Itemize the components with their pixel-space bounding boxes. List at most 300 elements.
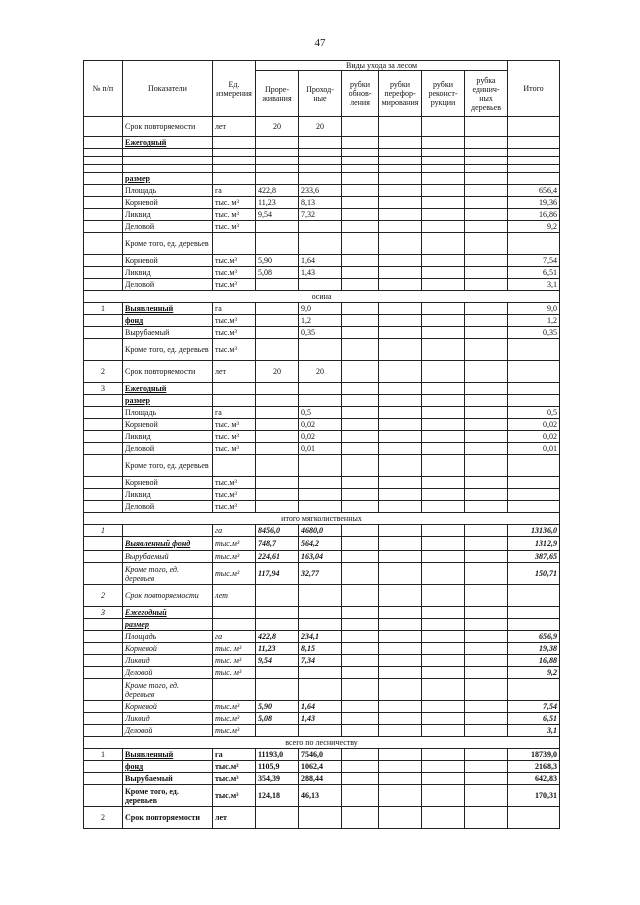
empty-cell — [299, 149, 342, 157]
empty-cell — [299, 165, 342, 173]
section-title: всего по лесничеству — [84, 737, 560, 749]
table-row — [84, 173, 560, 185]
value-reconstruction — [422, 137, 465, 149]
empty-cell — [84, 149, 123, 157]
value-passing: 8,13 — [299, 197, 342, 209]
value-total: 3,1 — [508, 725, 560, 737]
section-title: осина — [84, 291, 560, 303]
value-thinning: 422,8 — [256, 185, 299, 197]
value-reconstruction — [422, 537, 465, 551]
row-label-text: Площадь — [125, 632, 157, 641]
value-passing: 1,2 — [299, 315, 342, 327]
table-row — [84, 395, 560, 407]
value-single-trees — [465, 303, 508, 315]
table-row — [84, 525, 560, 537]
row-unit: лет — [213, 117, 256, 137]
row-label — [123, 267, 213, 279]
table-row — [84, 537, 560, 551]
row-label-text: фонд — [125, 316, 144, 325]
value-total: 656,4 — [508, 185, 560, 197]
row-number — [84, 419, 123, 431]
row-number — [84, 443, 123, 455]
row-number — [84, 537, 123, 551]
row-unit: тыс.м³ — [213, 315, 256, 327]
value-reconstruction — [422, 443, 465, 455]
header-total: Итого — [508, 61, 560, 117]
row-unit: тыс.м³ — [213, 267, 256, 279]
row-label — [123, 221, 213, 233]
table-row — [84, 431, 560, 443]
value-passing: 0,01 — [299, 443, 342, 455]
value-single-trees — [465, 537, 508, 551]
value-reformation — [379, 631, 422, 643]
value-reformation — [379, 667, 422, 679]
value-reformation — [379, 807, 422, 829]
value-reformation — [379, 455, 422, 477]
value-total: 18739,0 — [508, 749, 560, 761]
row-unit — [213, 233, 256, 255]
value-total: 19,38 — [508, 643, 560, 655]
value-single-trees — [465, 525, 508, 537]
value-reconstruction — [422, 585, 465, 607]
row-number — [84, 785, 123, 807]
row-number — [84, 679, 123, 701]
row-unit: га — [213, 525, 256, 537]
value-renewal — [342, 267, 379, 279]
table-row — [84, 197, 560, 209]
value-reformation — [379, 643, 422, 655]
value-reformation — [379, 209, 422, 221]
table-row — [84, 607, 560, 619]
value-thinning — [256, 477, 299, 489]
row-unit: лет — [213, 807, 256, 829]
value-renewal — [342, 551, 379, 563]
value-passing: 20 — [299, 117, 342, 137]
value-passing — [299, 233, 342, 255]
empty-cell — [379, 157, 422, 165]
value-passing: 0,02 — [299, 419, 342, 431]
value-total — [508, 173, 560, 185]
value-reformation — [379, 361, 422, 383]
value-reformation — [379, 563, 422, 585]
row-number — [84, 563, 123, 585]
value-reformation — [379, 137, 422, 149]
table-row — [84, 619, 560, 631]
row-unit: тыс.м³ — [213, 761, 256, 773]
value-single-trees — [465, 585, 508, 607]
value-reformation — [379, 585, 422, 607]
table-row — [84, 455, 560, 477]
row-label — [123, 585, 213, 607]
empty-cell — [123, 165, 213, 173]
value-thinning: 422,8 — [256, 631, 299, 643]
value-renewal — [342, 185, 379, 197]
value-total: 13136,0 — [508, 525, 560, 537]
row-label — [123, 701, 213, 713]
section-title: итого мягколиственных — [84, 513, 560, 525]
row-unit: тыс. м³ — [213, 643, 256, 655]
row-label-text: Ликвид — [125, 490, 151, 499]
table-row — [84, 303, 560, 315]
table-row — [84, 279, 560, 291]
section-row — [84, 291, 560, 303]
empty-cell — [213, 149, 256, 157]
value-thinning: 11,23 — [256, 197, 299, 209]
value-passing — [299, 807, 342, 829]
value-reconstruction — [422, 701, 465, 713]
value-reformation — [379, 701, 422, 713]
value-reconstruction — [422, 279, 465, 291]
row-unit: тыс.м³ — [213, 563, 256, 585]
row-unit: тыс. м³ — [213, 431, 256, 443]
value-single-trees — [465, 221, 508, 233]
row-unit: га — [213, 303, 256, 315]
empty-cell — [213, 165, 256, 173]
value-renewal — [342, 643, 379, 655]
header-col-thinning: Проре-живания — [256, 71, 299, 117]
table-row — [84, 807, 560, 829]
value-thinning — [256, 679, 299, 701]
empty-cell — [422, 165, 465, 173]
value-reformation — [379, 551, 422, 563]
value-thinning — [256, 303, 299, 315]
row-number: 1 — [84, 303, 123, 315]
value-renewal — [342, 361, 379, 383]
row-unit: лет — [213, 361, 256, 383]
row-number: 1 — [84, 749, 123, 761]
value-passing — [299, 619, 342, 631]
value-reconstruction — [422, 551, 465, 563]
table-row — [84, 551, 560, 563]
value-reconstruction — [422, 749, 465, 761]
value-total: 0,02 — [508, 419, 560, 431]
row-label — [123, 607, 213, 619]
row-label-text: Выявленный — [125, 304, 174, 313]
table-row — [84, 477, 560, 489]
row-label-text: Кроме того, ед. деревьев — [125, 239, 209, 248]
row-unit — [213, 173, 256, 185]
value-total — [508, 455, 560, 477]
row-label-text: Кроме того, ед. деревьев — [125, 786, 179, 805]
value-passing: 46,13 — [299, 785, 342, 807]
value-reconstruction — [422, 221, 465, 233]
value-passing — [299, 501, 342, 513]
value-single-trees — [465, 563, 508, 585]
value-passing — [299, 279, 342, 291]
value-single-trees — [465, 267, 508, 279]
value-reformation — [379, 185, 422, 197]
table-row — [84, 643, 560, 655]
empty-cell — [256, 165, 299, 173]
value-reconstruction — [422, 267, 465, 279]
row-label — [123, 173, 213, 185]
value-total: 0,02 — [508, 431, 560, 443]
empty-cell — [84, 157, 123, 165]
row-label-text: Площадь — [125, 186, 157, 195]
row-unit — [213, 679, 256, 701]
value-total — [508, 117, 560, 137]
value-renewal — [342, 679, 379, 701]
empty-cell — [256, 149, 299, 157]
value-renewal — [342, 137, 379, 149]
row-label-text: Деловой — [125, 222, 155, 231]
value-total: 0,5 — [508, 407, 560, 419]
value-thinning — [256, 455, 299, 477]
value-passing: 8,15 — [299, 643, 342, 655]
row-label-text: Кроме того, ед. деревьев — [125, 680, 179, 699]
value-reconstruction — [422, 679, 465, 701]
row-number — [84, 773, 123, 785]
value-reformation — [379, 525, 422, 537]
empty-cell — [256, 157, 299, 165]
value-renewal — [342, 315, 379, 327]
value-passing: 234,1 — [299, 631, 342, 643]
empty-cell — [342, 149, 379, 157]
value-passing — [299, 221, 342, 233]
row-label — [123, 383, 213, 395]
value-thinning — [256, 327, 299, 339]
row-label-text: Корневой — [125, 478, 158, 487]
value-thinning — [256, 173, 299, 185]
value-renewal — [342, 501, 379, 513]
header-col-passing: Проход-ные — [299, 71, 342, 117]
value-reconstruction — [422, 419, 465, 431]
row-number — [84, 197, 123, 209]
row-number — [84, 395, 123, 407]
value-reformation — [379, 327, 422, 339]
table-row — [84, 667, 560, 679]
value-thinning — [256, 607, 299, 619]
value-single-trees — [465, 761, 508, 773]
value-reconstruction — [422, 761, 465, 773]
value-reconstruction — [422, 407, 465, 419]
value-total: 6,51 — [508, 267, 560, 279]
row-number — [84, 221, 123, 233]
value-renewal — [342, 701, 379, 713]
value-reformation — [379, 749, 422, 761]
row-label — [123, 407, 213, 419]
section-row — [84, 737, 560, 749]
value-thinning: 8456,0 — [256, 525, 299, 537]
row-label — [123, 785, 213, 807]
row-label-text: Выявленный фонд — [125, 539, 191, 548]
row-number — [84, 185, 123, 197]
row-label-text: Корневой — [125, 198, 158, 207]
value-total: 642,83 — [508, 773, 560, 785]
value-total: 1,2 — [508, 315, 560, 327]
value-total — [508, 361, 560, 383]
row-label-text: Срок повторяемости — [125, 367, 196, 376]
value-single-trees — [465, 185, 508, 197]
row-unit: тыс. м³ — [213, 197, 256, 209]
value-total: 19,36 — [508, 197, 560, 209]
header-col-reconstruction: рубки реконст-рукции — [422, 71, 465, 117]
value-reconstruction — [422, 197, 465, 209]
row-unit: га — [213, 749, 256, 761]
value-reconstruction — [422, 233, 465, 255]
row-label-text: Выявленный — [125, 750, 174, 759]
value-thinning — [256, 807, 299, 829]
value-single-trees — [465, 807, 508, 829]
value-total — [508, 233, 560, 255]
row-label-text: Кроме того, ед. деревьев — [125, 345, 209, 354]
value-renewal — [342, 607, 379, 619]
value-thinning — [256, 667, 299, 679]
row-label-text: Кроме того, ед. деревьев — [125, 564, 179, 583]
value-thinning: 1105,9 — [256, 761, 299, 773]
row-unit — [213, 383, 256, 395]
value-thinning: 354,39 — [256, 773, 299, 785]
value-reconstruction — [422, 431, 465, 443]
row-label-text: Деловой — [125, 444, 155, 453]
row-unit: тыс.м³ — [213, 713, 256, 725]
row-number — [84, 551, 123, 563]
value-renewal — [342, 785, 379, 807]
value-thinning: 5,08 — [256, 713, 299, 725]
table-row — [84, 773, 560, 785]
value-total: 6,51 — [508, 713, 560, 725]
value-passing: 0,02 — [299, 431, 342, 443]
row-label — [123, 137, 213, 149]
row-label — [123, 327, 213, 339]
value-renewal — [342, 525, 379, 537]
row-label-text: Площадь — [125, 408, 157, 417]
value-single-trees — [465, 255, 508, 267]
value-single-trees — [465, 607, 508, 619]
row-label — [123, 315, 213, 327]
row-label — [123, 619, 213, 631]
value-reformation — [379, 725, 422, 737]
value-renewal — [342, 713, 379, 725]
value-total — [508, 679, 560, 701]
value-single-trees — [465, 209, 508, 221]
row-label — [123, 419, 213, 431]
value-single-trees — [465, 233, 508, 255]
value-reconstruction — [422, 713, 465, 725]
row-number — [84, 339, 123, 361]
row-number — [84, 267, 123, 279]
value-renewal — [342, 209, 379, 221]
value-reformation — [379, 477, 422, 489]
value-thinning: 11193,0 — [256, 749, 299, 761]
value-reconstruction — [422, 489, 465, 501]
page-number: 47 — [314, 37, 326, 49]
table-row — [84, 785, 560, 807]
value-reconstruction — [422, 667, 465, 679]
value-total: 1312,9 — [508, 537, 560, 551]
value-thinning — [256, 407, 299, 419]
value-renewal — [342, 667, 379, 679]
value-total — [508, 585, 560, 607]
value-single-trees — [465, 773, 508, 785]
header-num: № п/п — [84, 61, 123, 117]
value-total: 170,31 — [508, 785, 560, 807]
value-reconstruction — [422, 361, 465, 383]
value-total: 9,0 — [508, 303, 560, 315]
value-reconstruction — [422, 209, 465, 221]
row-label-text: Корневой — [125, 420, 158, 429]
table-row — [84, 165, 560, 173]
value-passing — [299, 607, 342, 619]
value-renewal — [342, 395, 379, 407]
table-row — [84, 701, 560, 713]
value-renewal — [342, 431, 379, 443]
value-thinning: 5,90 — [256, 701, 299, 713]
value-renewal — [342, 807, 379, 829]
value-single-trees — [465, 315, 508, 327]
value-total — [508, 383, 560, 395]
value-single-trees — [465, 631, 508, 643]
row-unit: тыс. м³ — [213, 419, 256, 431]
row-label-text: Вырубаемый — [125, 774, 173, 783]
row-number: 2 — [84, 585, 123, 607]
row-number — [84, 477, 123, 489]
row-label-text: Вырубаемый — [125, 552, 169, 561]
value-renewal — [342, 725, 379, 737]
value-reformation — [379, 713, 422, 725]
row-unit: тыс.м³ — [213, 279, 256, 291]
row-number — [84, 315, 123, 327]
value-passing: 32,77 — [299, 563, 342, 585]
value-thinning: 124,18 — [256, 785, 299, 807]
value-total: 9,2 — [508, 667, 560, 679]
value-renewal — [342, 279, 379, 291]
row-number: 1 — [84, 525, 123, 537]
row-label — [123, 443, 213, 455]
row-unit — [213, 619, 256, 631]
value-passing — [299, 339, 342, 361]
value-renewal — [342, 383, 379, 395]
value-single-trees — [465, 713, 508, 725]
table-row — [84, 655, 560, 667]
value-reconstruction — [422, 383, 465, 395]
value-single-trees — [465, 173, 508, 185]
table-row — [84, 327, 560, 339]
value-passing: 1,43 — [299, 713, 342, 725]
empty-cell — [123, 157, 213, 165]
value-total — [508, 339, 560, 361]
value-reconstruction — [422, 655, 465, 667]
value-single-trees — [465, 279, 508, 291]
value-renewal — [342, 255, 379, 267]
value-total — [508, 607, 560, 619]
value-thinning — [256, 383, 299, 395]
value-passing — [299, 173, 342, 185]
value-single-trees — [465, 679, 508, 701]
row-number — [84, 233, 123, 255]
row-label-text: Корневой — [125, 256, 158, 265]
empty-cell — [508, 165, 560, 173]
row-unit: тыс. м³ — [213, 209, 256, 221]
table-row — [84, 267, 560, 279]
value-thinning — [256, 221, 299, 233]
value-single-trees — [465, 327, 508, 339]
value-single-trees — [465, 443, 508, 455]
row-number — [84, 725, 123, 737]
value-renewal — [342, 489, 379, 501]
row-unit: тыс. м³ — [213, 443, 256, 455]
row-label — [123, 339, 213, 361]
table-row — [84, 713, 560, 725]
table-body — [84, 117, 560, 829]
value-passing: 0,5 — [299, 407, 342, 419]
value-thinning — [256, 725, 299, 737]
value-single-trees — [465, 725, 508, 737]
value-thinning — [256, 137, 299, 149]
table-row — [84, 255, 560, 267]
value-thinning: 5,90 — [256, 255, 299, 267]
value-single-trees — [465, 455, 508, 477]
